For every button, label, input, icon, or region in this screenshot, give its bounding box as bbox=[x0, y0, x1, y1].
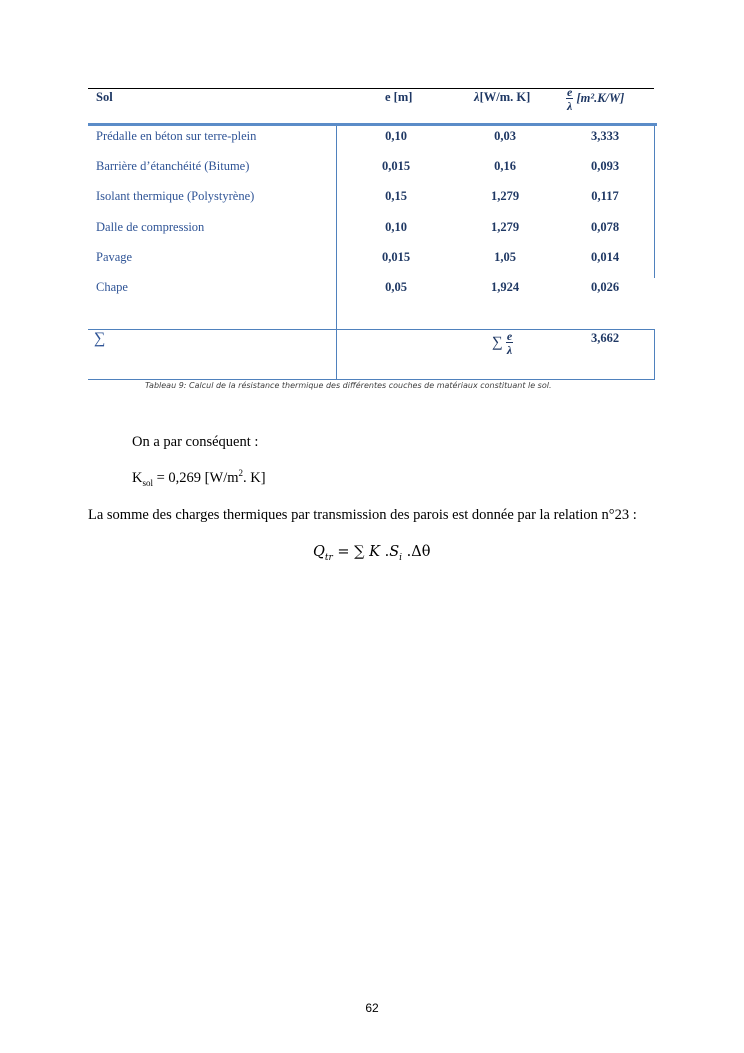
grid-vline-left bbox=[336, 126, 337, 380]
row-5-lambda: 1,05 bbox=[494, 250, 516, 264]
header-separator bbox=[88, 123, 657, 126]
k-symbol: K bbox=[132, 470, 143, 486]
row-3-e: 0,15 bbox=[385, 189, 407, 203]
header-conductivity bbox=[474, 90, 530, 105]
header-resistance bbox=[566, 86, 624, 112]
total-sum-expression bbox=[492, 330, 513, 356]
row-6-e: 0,05 bbox=[385, 280, 407, 294]
row-1-r: 3,333 bbox=[590, 129, 620, 143]
k-exponent: 2 bbox=[238, 468, 243, 479]
header-lambda-symbol: λ bbox=[474, 90, 480, 104]
row-1-layer: Prédalle en béton sur terre-plein bbox=[96, 129, 257, 143]
row-6-r: 0,026 bbox=[590, 280, 620, 294]
consequence-text: On a par conséquent : bbox=[132, 434, 259, 450]
row-3-r: 0,117 bbox=[591, 189, 619, 203]
k-sol-line bbox=[132, 470, 266, 487]
row-1-e: 0,10 bbox=[385, 129, 407, 143]
grid-bottom-line bbox=[88, 379, 655, 380]
row-6-lambda: 1,924 bbox=[490, 280, 520, 294]
k-subscript: sol bbox=[142, 477, 153, 488]
header-fraction-numerator: e bbox=[567, 85, 573, 99]
table-caption: Tableau 9: Calcul de la résistance thermique des différentes couches de matériaux constituant le sol. bbox=[145, 381, 552, 390]
total-label: ∑ bbox=[94, 330, 106, 347]
row-4-r: 0,078 bbox=[590, 220, 620, 234]
header-resistance-unit: [m².K/W] bbox=[576, 90, 625, 105]
row-3-lambda: 1,279 bbox=[490, 189, 520, 203]
row-2-r: 0,093 bbox=[590, 159, 620, 173]
header-thickness: e [m] bbox=[385, 90, 413, 104]
eq-q: Q bbox=[313, 544, 325, 560]
transmission-sentence: La somme des charges thermiques par transmission des parois est donnée par la relation n°23 : bbox=[88, 507, 637, 523]
eq-mid: = ∑ bbox=[332, 544, 370, 560]
total-fraction-denominator: λ bbox=[506, 343, 513, 357]
grid-vline-right-lower bbox=[654, 329, 655, 380]
row-2-layer: Barrière d’étanchéité (Bitume) bbox=[96, 159, 250, 173]
page-number: 62 bbox=[365, 1001, 379, 1015]
row-4-e: 0,10 bbox=[385, 220, 407, 234]
eq-dot: . bbox=[379, 544, 390, 560]
k-unit-end: . K] bbox=[243, 470, 266, 486]
row-2-e: 0,015 bbox=[381, 159, 411, 173]
row-1-lambda: 0,03 bbox=[494, 129, 516, 143]
eq-end: .Δθ bbox=[402, 544, 431, 560]
grid-total-separator bbox=[88, 329, 655, 330]
total-value: 3,662 bbox=[590, 331, 620, 345]
row-3-layer: Isolant thermique (Polystyrène) bbox=[96, 189, 255, 203]
row-5-r: 0,014 bbox=[590, 250, 620, 264]
thermal-resistance-table bbox=[88, 85, 656, 380]
eq-s: S bbox=[389, 544, 400, 560]
total-fraction-numerator: e bbox=[506, 329, 513, 343]
row-5-e: 0,015 bbox=[381, 250, 411, 264]
heat-transmission-equation bbox=[313, 544, 431, 563]
row-5-layer: Pavage bbox=[96, 250, 133, 264]
eq-k: K bbox=[369, 544, 380, 560]
total-fraction bbox=[506, 330, 513, 356]
eq-q-sub: tr bbox=[324, 552, 333, 563]
header-fraction-denominator: λ bbox=[567, 99, 573, 113]
grid-vline-right-upper bbox=[654, 126, 655, 278]
row-2-lambda: 0,16 bbox=[494, 159, 516, 173]
header-conductivity-unit: [W/m. K] bbox=[479, 90, 531, 104]
row-6-layer: Chape bbox=[96, 280, 128, 294]
total-sum-symbol: ∑ bbox=[492, 334, 503, 351]
eq-s-sub: i bbox=[399, 552, 403, 563]
row-4-lambda: 1,279 bbox=[490, 220, 520, 234]
header-resistance-fraction bbox=[566, 86, 573, 112]
row-4-layer: Dalle de compression bbox=[96, 220, 205, 234]
header-layer: Sol bbox=[96, 90, 113, 104]
k-value: = 0,269 [W/m bbox=[156, 470, 239, 486]
